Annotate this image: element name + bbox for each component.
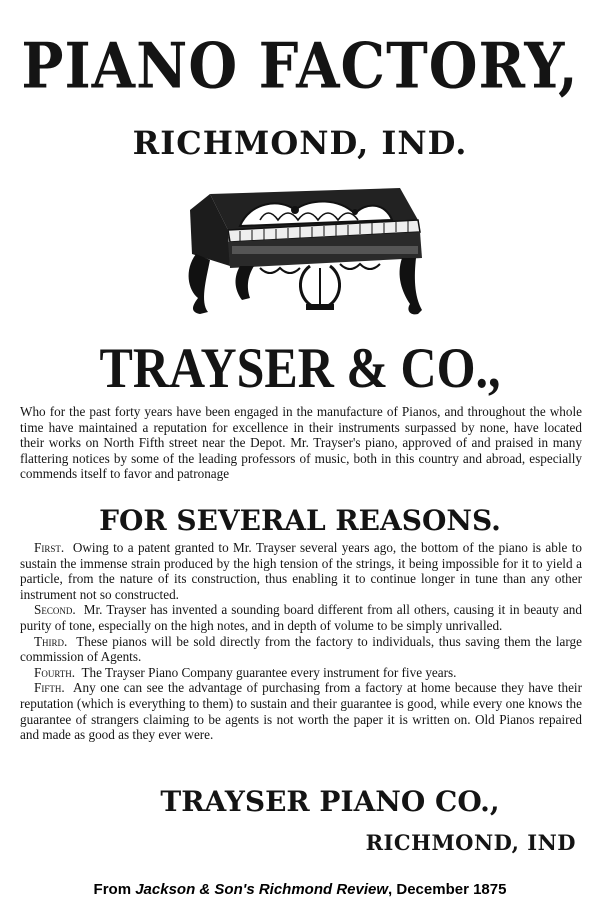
reasons-heading: FOR SEVERAL REASONS. — [99, 504, 501, 537]
reason-text: Owing to a patent granted to Mr. Trayser several years ago, the bottom of the piano is able to sustain the immense strain produced by the high tension of the strings, it being impossible for it to yield a particle, from the nature of its construction, thus enabling it to continue longer in tune than any other instrument not so constructed. — [20, 540, 582, 602]
reason-label: First. — [34, 540, 65, 555]
intro-paragraph: Who for the past forty years have been engaged in the manufacture of Pianos, and throughout the whole time have maintained a reputation for excellence in their instruments surpassed by none, have located their works on North Fifth street near the Depot. Mr. Trayser's piano, approved of and praised in many flattering notices by some of the leading professors of music, both in this country and abroad, especially commends itself to favor and patronage — [20, 404, 582, 482]
reason-text: Any one can see the advantage of purchasing from a factory at home because they have their reputation (which is everything to them) to sustain and their guarantee is good, while every one knows the guarantee of strangers claiming to be agents is not worth the paper it is written on. Old Pianos repaired and made as good as they ever were. — [20, 680, 582, 743]
reason-label: Fifth. — [34, 680, 65, 696]
signature-name: TRAYSER PIANO CO., — [160, 785, 500, 818]
caption-publication: Jackson & Son's Richmond Review — [135, 881, 389, 898]
ad-title: PIANO FACTORY, — [21, 29, 579, 104]
reason-first — [20, 540, 582, 602]
caption-suffix: , December 1875 — [388, 881, 507, 898]
reason-fifth — [20, 680, 582, 742]
reason-label: Third. — [34, 633, 68, 649]
reasons-list — [20, 540, 582, 743]
reason-text: Mr. Trayser has invented a sounding board different from all others, causing it in beauty and purity of tone, especially on the high notes, and in depth of volume to be simply unrivalled. — [20, 602, 582, 633]
source-caption — [0, 880, 600, 900]
reason-third — [20, 634, 582, 665]
signature-place: RICHMOND, IND — [365, 830, 576, 855]
company-name: TRAYSER & CO., — [99, 335, 501, 400]
reason-label: Fourth. — [34, 664, 76, 680]
reason-second — [20, 602, 582, 633]
reason-text: These pianos will be sold directly from the factory to individuals, thus saving them the large commission of Agents. — [20, 633, 583, 665]
piano-illustration — [170, 180, 430, 320]
caption-prefix: From — [93, 881, 136, 898]
reason-fourth — [20, 665, 582, 681]
ad-subtitle: RICHMOND, IND. — [132, 124, 468, 162]
reason-text: The Trayser Piano Company guarantee every instrument for five years. — [81, 664, 457, 680]
signature-name-row — [0, 782, 600, 822]
reason-label: Second. — [34, 602, 76, 618]
